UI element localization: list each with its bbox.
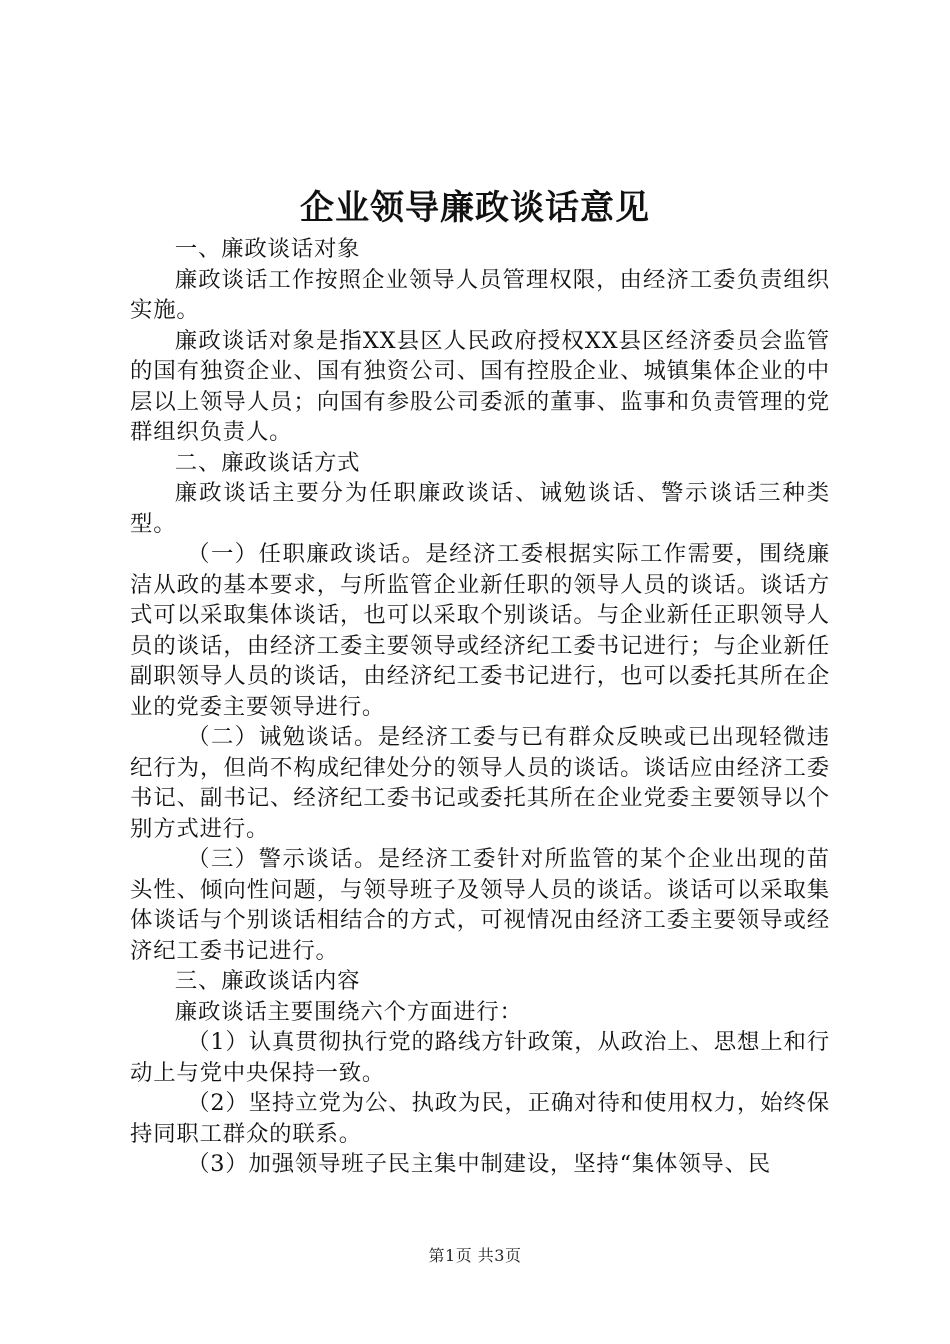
paragraph: 廉政谈话工作按照企业领导人员管理权限，由经济工委负责组织实施。 bbox=[130, 266, 830, 323]
document-body bbox=[130, 234, 830, 1180]
paragraph: （三）警示谈话。是经济工委针对所监管的某个企业出现的苗头性、倾向性问题，与领导班子及领导人员的谈话。谈话可以采取集体谈话与个别谈话相结合的方式，可视情况由经济工委主要领导或经济纪工委书记进行。 bbox=[130, 846, 830, 964]
paragraph: （二）诫勉谈话。是经济工委与已有群众反映或已出现轻微违纪行为，但尚不构成纪律处分的领导人员的谈话。谈话应由经济工委书记、副书记、经济纪工委书记或委托其所在企业党委主要领导以个别方式进行。 bbox=[130, 724, 830, 842]
page-footer bbox=[0, 1243, 950, 1266]
document-title: 企业领导廉政谈话意见 bbox=[300, 188, 650, 228]
list-item: （3）加强领导班子民主集中制建设，坚持“集体领导、民 bbox=[187, 1151, 771, 1177]
paragraph: 廉政谈话主要分为任职廉政谈话、诫勉谈话、警示谈话三种类型。 bbox=[130, 480, 830, 537]
page-number: 第1页 共3页 bbox=[428, 1246, 522, 1265]
paragraph: 廉政谈话对象是指XX县区人民政府授权XX县区经济委员会监管的国有独资企业、国有独资公司、国有控股企业、城镇集体企业的中层以上领导人员；向国有参股公司委派的董事、监事和负责管理的党群组织负责人。 bbox=[130, 327, 830, 445]
paragraph: （一）任职廉政谈话。是经济工委根据实际工作需要，围绕廉洁从政的基本要求，与所监管企业新任职的领导人员的谈话。谈话方式可以采取集体谈话，也可以采取个别谈话。与企业新任正职领导人员的谈话，由经济工委主要领导或经济纪工委书记进行；与企业新任副职领导人员的谈话，由经济纪工委书记进行，也可以委托其所在企业的党委主要领导进行。 bbox=[130, 541, 830, 720]
section-heading-3: 三、廉政谈话内容 bbox=[174, 968, 361, 994]
paragraph: 廉政谈话主要围绕六个方面进行： bbox=[174, 998, 523, 1025]
list-item: （2）坚持立党为公、执政为民，正确对待和使用权力，始终保持同职工群众的联系。 bbox=[130, 1090, 830, 1147]
section-heading-1: 一、廉政谈话对象 bbox=[174, 236, 361, 262]
list-item: （1）认真贯彻执行党的路线方针政策，从政治上、思想上和行动上与党中央保持一致。 bbox=[130, 1029, 830, 1086]
section-heading-2: 二、廉政谈话方式 bbox=[174, 449, 361, 476]
